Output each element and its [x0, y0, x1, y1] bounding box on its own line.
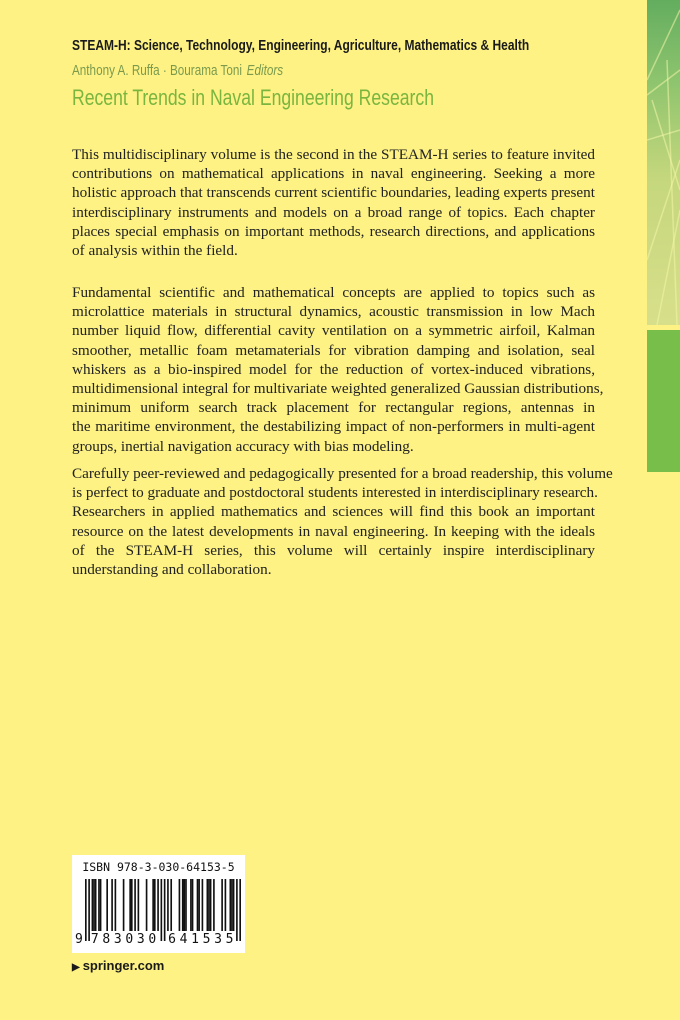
barcode-digit: 0 [148, 932, 157, 947]
play-arrow-icon: ▶ [72, 962, 80, 973]
barcode-bar [134, 879, 136, 931]
text-line: whiskers as a bio-inspired model for the reduction of vortex-induced vibrations, [72, 360, 595, 378]
barcode-bar [221, 879, 223, 931]
barcode-bar [123, 879, 125, 931]
barcode-bar [185, 879, 187, 931]
barcode-digit: 8 [102, 932, 111, 947]
text-line: of the STEAM-H series, this volume will certainly inspire interdisciplinary [72, 541, 595, 559]
text-line: This multidisciplinary volume is the second in the STEAM-H series to feature invited [72, 146, 595, 163]
barcode-bar [190, 879, 192, 931]
barcode-bar [231, 879, 233, 931]
barcode-digit: 6 [168, 932, 176, 947]
barcode-bar [184, 879, 186, 931]
text-line: Fundamental scientific and mathematical concepts are applied to topics such as [72, 284, 595, 301]
barcode-bar [100, 879, 102, 931]
barcode-bar [197, 879, 199, 931]
barcode-bar [167, 879, 169, 931]
text-line: interdisciplinary instruments and models on a broad range of topics. Each chapter [72, 203, 595, 221]
barcode-bar [98, 879, 100, 931]
text-line: holistic approach that transcends current scientific boundaries, leading experts present [72, 184, 595, 202]
barcode-bar [146, 879, 148, 931]
springer-link[interactable] [72, 958, 164, 976]
book-title: Recent Trends in Naval Engineering Research [72, 85, 434, 110]
isbn-label: ISBN 978-3-030-64153-5 [82, 860, 235, 874]
barcode-digit: 5 [225, 932, 234, 947]
series-title: STEAM-H: Science, Technology, Engineering, Agriculture, Mathematics & Health [72, 37, 530, 54]
text-line: multidimensional integral for multivariate weighted generalized Gaussian distributions, [72, 379, 604, 397]
barcode-bar [111, 879, 113, 931]
editors-line [72, 62, 283, 80]
text-line: of analysis within the field. [72, 241, 238, 259]
green-color-band [647, 330, 680, 472]
barcode-bar [152, 879, 154, 931]
text-line: is perfect to graduate and postdoctoral students interested in interdisciplinary research. [72, 484, 598, 502]
barcode-bar [179, 879, 181, 931]
barcode-bar [154, 879, 156, 931]
authors: Anthony A. Ruffa · Bourama Toni [72, 62, 242, 79]
isbn-barcode [72, 855, 245, 953]
barcode-bar [225, 879, 227, 931]
text-line: resource on the latest developments in naval engineering. In keeping with the ideals [72, 522, 595, 540]
barcode-bar [198, 879, 200, 931]
barcode-digit: 0 [125, 932, 134, 947]
description-paragraph-3 [72, 464, 613, 579]
barcode-bar [92, 879, 94, 931]
barcode-bar [233, 879, 235, 931]
barcode-digit: 5 [202, 932, 211, 947]
barcode-bar [202, 879, 204, 931]
text-line: number liquid flow, differential cavity ventilation on a symmetric airfoil, Kalman [72, 322, 595, 340]
barcode-bar [210, 879, 212, 931]
barcode-bar [170, 879, 172, 931]
text-line: minimum uniform search track placement for rectangular regions, antennas in [72, 399, 595, 417]
barcode-bar [131, 879, 133, 931]
text-line: smoother, metallic foam metamaterials for vibration damping and isolation, seal [72, 341, 595, 359]
barcode-digit: 9 [75, 932, 83, 947]
text-line: contributions on mathematical applications in naval engineering. Seeking a more [72, 165, 595, 183]
text-line: the maritime environment, the destabilizing impact of non-performers in multi-agent [72, 418, 595, 436]
barcode-bar [230, 879, 232, 931]
barcode-bar [93, 879, 95, 931]
barcode-digits [72, 931, 245, 949]
text-line: Carefully peer-reviewed and pedagogically presented for a broad readership, this volume [72, 465, 613, 482]
barcode-bar [129, 879, 131, 931]
barcode-digit: 1 [191, 932, 199, 947]
text-line: microlattice materials in structural dynamics, acoustic transmission in low Mach [72, 303, 595, 321]
barcode-bar [95, 879, 97, 931]
barcode-digit: 3 [136, 932, 145, 947]
barcode-bar [115, 879, 117, 931]
text-line: places special emphasis on important methods, research directions, and applications [72, 222, 595, 240]
barcode-bar [207, 879, 209, 931]
barcode-bar [138, 879, 140, 931]
barcode-bar [192, 879, 194, 931]
barcode-digit: 7 [90, 932, 99, 947]
description-paragraph-1 [72, 145, 595, 260]
barcode-digit: 3 [113, 932, 122, 947]
description-paragraph-2 [72, 283, 604, 456]
editors-label: Editors [246, 62, 284, 79]
decorative-light-rays [647, 0, 680, 325]
text-line: understanding and collaboration. [72, 560, 272, 578]
text-line: groups, inertial navigation accuracy with bias modeling. [72, 437, 414, 455]
barcode-bar [157, 879, 159, 931]
text-line: Researchers in applied mathematics and sciences will find this book an important [72, 503, 595, 521]
barcode-digit: 4 [179, 932, 188, 947]
barcode-bar [213, 879, 215, 931]
springer-link-text: springer.com [82, 958, 165, 973]
barcode-bar [182, 879, 184, 931]
barcode-digit: 3 [214, 932, 222, 947]
barcode-bar [106, 879, 108, 931]
barcode-bar [208, 879, 210, 931]
